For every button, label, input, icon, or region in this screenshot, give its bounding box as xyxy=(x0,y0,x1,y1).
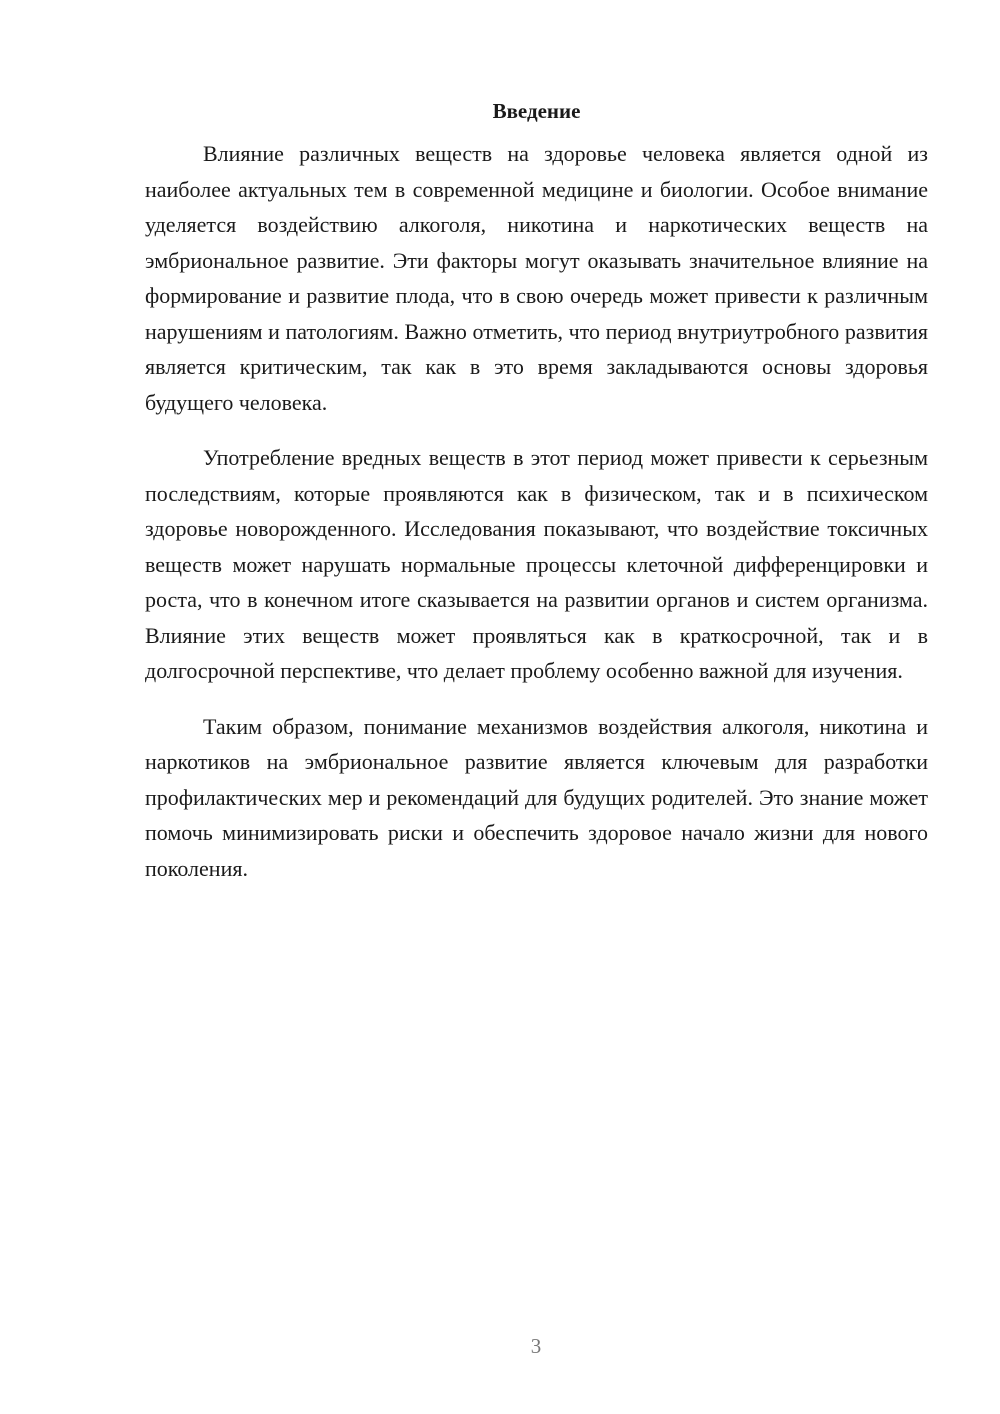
paragraph-2: Употребление вредных веществ в этот период может привести к серьезным последствиям, которые проявляются как в физическом, так и в психическом здоровье новорожденного. Исследования показывают, что воздействие токсичных веществ может нарушать нормальные процессы клеточной дифференцировки и роста, что в конечном итоге сказывается на развитии органов и систем организма. Влияние этих веществ может проявляться как в краткосрочной, так и в долгосрочной перспективе, что делает проблему особенно важной для изучения. xyxy=(145,445,928,683)
page-content xyxy=(145,96,928,906)
page-number: 3 xyxy=(530,1334,542,1358)
paragraph-1: Влияние различных веществ на здоровье человека является одной из наиболее актуальных тем в современной медицине и биологии. Особое внимание уделяется воздействию алкоголя, никотина и наркотических веществ на эмбриональное развитие. Эти факторы могут оказывать значительное влияние на формирование и развитие плода, что в свою очередь может привести к различным нарушениям и патологиям. Важно отметить, что период внутриутробного развития является критическим, так как в это время закладываются основы здоровья будущего человека. xyxy=(145,141,928,415)
section-heading: Введение xyxy=(492,99,581,123)
paragraph-3: Таким образом, понимание механизмов воздействия алкоголя, никотина и наркотиков на эмбриональное развитие является ключевым для разработки профилактических мер и рекомендаций для будущих родителей. Это знание может помочь минимизировать риски и обеспечить здоровое начало жизни для нового поколения. xyxy=(145,713,928,881)
